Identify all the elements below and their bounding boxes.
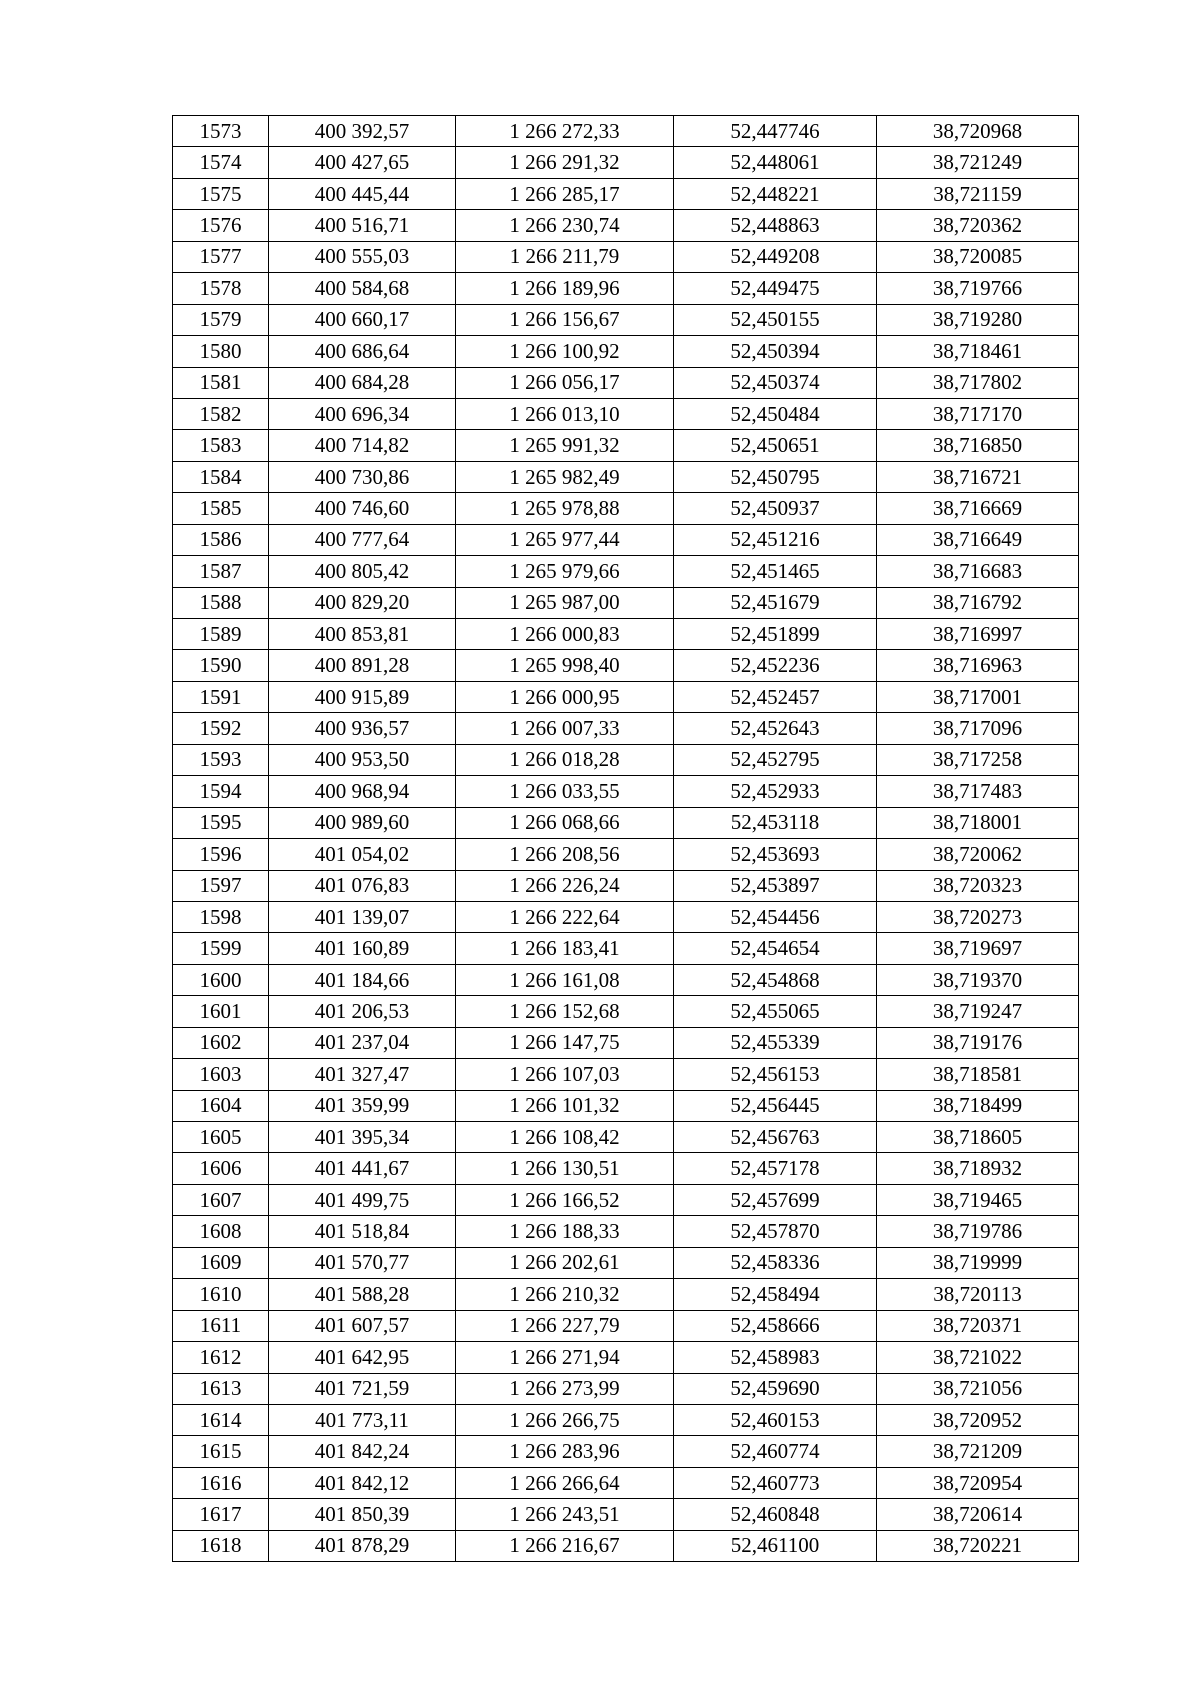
- x-coordinate-cell: 401 642,95: [269, 1342, 456, 1373]
- latitude-cell: 52,447746: [674, 116, 877, 147]
- latitude-cell: 52,460774: [674, 1436, 877, 1467]
- x-coordinate-cell: 400 445,44: [269, 178, 456, 209]
- point-number-cell: 1598: [173, 901, 269, 932]
- longitude-cell: 38,721249: [877, 147, 1079, 178]
- latitude-cell: 52,454456: [674, 901, 877, 932]
- table-row: [173, 964, 1079, 995]
- point-number-cell: 1605: [173, 1122, 269, 1153]
- y-coordinate-cell: 1 266 000,83: [456, 619, 674, 650]
- x-coordinate-cell: 401 359,99: [269, 1090, 456, 1121]
- table-row: [173, 524, 1079, 555]
- latitude-cell: 52,450937: [674, 493, 877, 524]
- point-number-cell: 1597: [173, 870, 269, 901]
- x-coordinate-cell: 400 989,60: [269, 807, 456, 838]
- coordinates-table-body: [173, 116, 1079, 1562]
- point-number-cell: 1582: [173, 398, 269, 429]
- latitude-cell: 52,448863: [674, 210, 877, 241]
- y-coordinate-cell: 1 266 266,64: [456, 1467, 674, 1498]
- point-number-cell: 1602: [173, 1027, 269, 1058]
- y-coordinate-cell: 1 265 982,49: [456, 461, 674, 492]
- y-coordinate-cell: 1 265 979,66: [456, 556, 674, 587]
- point-number-cell: 1586: [173, 524, 269, 555]
- longitude-cell: 38,716997: [877, 619, 1079, 650]
- longitude-cell: 38,716963: [877, 650, 1079, 681]
- table-row: [173, 116, 1079, 147]
- point-number-cell: 1584: [173, 461, 269, 492]
- point-number-cell: 1603: [173, 1059, 269, 1090]
- x-coordinate-cell: 401 842,24: [269, 1436, 456, 1467]
- point-number-cell: 1594: [173, 776, 269, 807]
- y-coordinate-cell: 1 266 230,74: [456, 210, 674, 241]
- latitude-cell: 52,450484: [674, 398, 877, 429]
- longitude-cell: 38,719999: [877, 1247, 1079, 1278]
- longitude-cell: 38,720085: [877, 241, 1079, 272]
- x-coordinate-cell: 401 184,66: [269, 964, 456, 995]
- point-number-cell: 1592: [173, 713, 269, 744]
- longitude-cell: 38,716721: [877, 461, 1079, 492]
- y-coordinate-cell: 1 266 271,94: [456, 1342, 674, 1373]
- y-coordinate-cell: 1 265 987,00: [456, 587, 674, 618]
- table-row: [173, 210, 1079, 241]
- latitude-cell: 52,450155: [674, 304, 877, 335]
- y-coordinate-cell: 1 266 156,67: [456, 304, 674, 335]
- latitude-cell: 52,458983: [674, 1342, 877, 1373]
- point-number-cell: 1587: [173, 556, 269, 587]
- table-row: [173, 430, 1079, 461]
- longitude-cell: 38,719176: [877, 1027, 1079, 1058]
- table-row: [173, 776, 1079, 807]
- table-row: [173, 398, 1079, 429]
- point-number-cell: 1578: [173, 273, 269, 304]
- y-coordinate-cell: 1 266 183,41: [456, 933, 674, 964]
- x-coordinate-cell: 401 570,77: [269, 1247, 456, 1278]
- table-row: [173, 1373, 1079, 1404]
- longitude-cell: 38,716669: [877, 493, 1079, 524]
- y-coordinate-cell: 1 266 013,10: [456, 398, 674, 429]
- y-coordinate-cell: 1 266 243,51: [456, 1499, 674, 1530]
- point-number-cell: 1575: [173, 178, 269, 209]
- y-coordinate-cell: 1 266 107,03: [456, 1059, 674, 1090]
- longitude-cell: 38,720113: [877, 1279, 1079, 1310]
- x-coordinate-cell: 400 696,34: [269, 398, 456, 429]
- point-number-cell: 1595: [173, 807, 269, 838]
- table-row: [173, 870, 1079, 901]
- longitude-cell: 38,718001: [877, 807, 1079, 838]
- latitude-cell: 52,450651: [674, 430, 877, 461]
- longitude-cell: 38,716792: [877, 587, 1079, 618]
- latitude-cell: 52,456763: [674, 1122, 877, 1153]
- point-number-cell: 1589: [173, 619, 269, 650]
- latitude-cell: 52,452457: [674, 681, 877, 712]
- latitude-cell: 52,456445: [674, 1090, 877, 1121]
- y-coordinate-cell: 1 266 216,67: [456, 1530, 674, 1561]
- y-coordinate-cell: 1 266 202,61: [456, 1247, 674, 1278]
- point-number-cell: 1593: [173, 744, 269, 775]
- point-number-cell: 1583: [173, 430, 269, 461]
- table-row: [173, 807, 1079, 838]
- x-coordinate-cell: 400 584,68: [269, 273, 456, 304]
- y-coordinate-cell: 1 266 273,99: [456, 1373, 674, 1404]
- table-row: [173, 619, 1079, 650]
- y-coordinate-cell: 1 266 100,92: [456, 336, 674, 367]
- longitude-cell: 38,720968: [877, 116, 1079, 147]
- latitude-cell: 52,457178: [674, 1153, 877, 1184]
- latitude-cell: 52,451679: [674, 587, 877, 618]
- y-coordinate-cell: 1 266 108,42: [456, 1122, 674, 1153]
- longitude-cell: 38,717802: [877, 367, 1079, 398]
- x-coordinate-cell: 400 746,60: [269, 493, 456, 524]
- point-number-cell: 1614: [173, 1404, 269, 1435]
- x-coordinate-cell: 401 139,07: [269, 901, 456, 932]
- y-coordinate-cell: 1 266 000,95: [456, 681, 674, 712]
- x-coordinate-cell: 401 441,67: [269, 1153, 456, 1184]
- longitude-cell: 38,716649: [877, 524, 1079, 555]
- y-coordinate-cell: 1 266 101,32: [456, 1090, 674, 1121]
- longitude-cell: 38,718581: [877, 1059, 1079, 1090]
- table-row: [173, 1404, 1079, 1435]
- y-coordinate-cell: 1 266 147,75: [456, 1027, 674, 1058]
- longitude-cell: 38,720954: [877, 1467, 1079, 1498]
- y-coordinate-cell: 1 266 152,68: [456, 996, 674, 1027]
- x-coordinate-cell: 400 660,17: [269, 304, 456, 335]
- longitude-cell: 38,717170: [877, 398, 1079, 429]
- table-row: [173, 1153, 1079, 1184]
- latitude-cell: 52,451216: [674, 524, 877, 555]
- latitude-cell: 52,449475: [674, 273, 877, 304]
- y-coordinate-cell: 1 265 991,32: [456, 430, 674, 461]
- longitude-cell: 38,721022: [877, 1342, 1079, 1373]
- x-coordinate-cell: 401 395,34: [269, 1122, 456, 1153]
- y-coordinate-cell: 1 266 210,32: [456, 1279, 674, 1310]
- x-coordinate-cell: 400 829,20: [269, 587, 456, 618]
- latitude-cell: 52,448061: [674, 147, 877, 178]
- table-row: [173, 901, 1079, 932]
- latitude-cell: 52,459690: [674, 1373, 877, 1404]
- x-coordinate-cell: 400 777,64: [269, 524, 456, 555]
- longitude-cell: 38,719766: [877, 273, 1079, 304]
- y-coordinate-cell: 1 266 226,24: [456, 870, 674, 901]
- point-number-cell: 1579: [173, 304, 269, 335]
- longitude-cell: 38,720221: [877, 1530, 1079, 1561]
- x-coordinate-cell: 401 607,57: [269, 1310, 456, 1341]
- latitude-cell: 52,458494: [674, 1279, 877, 1310]
- x-coordinate-cell: 400 891,28: [269, 650, 456, 681]
- latitude-cell: 52,452236: [674, 650, 877, 681]
- y-coordinate-cell: 1 265 998,40: [456, 650, 674, 681]
- table-row: [173, 1090, 1079, 1121]
- x-coordinate-cell: 401 878,29: [269, 1530, 456, 1561]
- table-row: [173, 681, 1079, 712]
- table-row: [173, 241, 1079, 272]
- x-coordinate-cell: 401 237,04: [269, 1027, 456, 1058]
- point-number-cell: 1606: [173, 1153, 269, 1184]
- point-number-cell: 1576: [173, 210, 269, 241]
- y-coordinate-cell: 1 266 189,96: [456, 273, 674, 304]
- y-coordinate-cell: 1 266 266,75: [456, 1404, 674, 1435]
- table-row: [173, 556, 1079, 587]
- y-coordinate-cell: 1 266 291,32: [456, 147, 674, 178]
- point-number-cell: 1600: [173, 964, 269, 995]
- latitude-cell: 52,450394: [674, 336, 877, 367]
- table-row: [173, 839, 1079, 870]
- latitude-cell: 52,454654: [674, 933, 877, 964]
- longitude-cell: 38,717096: [877, 713, 1079, 744]
- longitude-cell: 38,720062: [877, 839, 1079, 870]
- x-coordinate-cell: 401 054,02: [269, 839, 456, 870]
- x-coordinate-cell: 401 721,59: [269, 1373, 456, 1404]
- table-row: [173, 1467, 1079, 1498]
- longitude-cell: 38,720362: [877, 210, 1079, 241]
- latitude-cell: 52,454868: [674, 964, 877, 995]
- x-coordinate-cell: 401 499,75: [269, 1184, 456, 1215]
- longitude-cell: 38,719786: [877, 1216, 1079, 1247]
- y-coordinate-cell: 1 266 222,64: [456, 901, 674, 932]
- table-row: [173, 1247, 1079, 1278]
- latitude-cell: 52,450795: [674, 461, 877, 492]
- table-row: [173, 933, 1079, 964]
- point-number-cell: 1596: [173, 839, 269, 870]
- x-coordinate-cell: 400 392,57: [269, 116, 456, 147]
- x-coordinate-cell: 400 805,42: [269, 556, 456, 587]
- point-number-cell: 1585: [173, 493, 269, 524]
- latitude-cell: 52,452933: [674, 776, 877, 807]
- x-coordinate-cell: 400 968,94: [269, 776, 456, 807]
- y-coordinate-cell: 1 266 188,33: [456, 1216, 674, 1247]
- latitude-cell: 52,452643: [674, 713, 877, 744]
- y-coordinate-cell: 1 266 161,08: [456, 964, 674, 995]
- longitude-cell: 38,717001: [877, 681, 1079, 712]
- longitude-cell: 38,720323: [877, 870, 1079, 901]
- point-number-cell: 1615: [173, 1436, 269, 1467]
- table-row: [173, 147, 1079, 178]
- latitude-cell: 52,460773: [674, 1467, 877, 1498]
- coordinates-table: [172, 115, 1079, 1562]
- table-row: [173, 1279, 1079, 1310]
- x-coordinate-cell: 400 686,64: [269, 336, 456, 367]
- table-row: [173, 996, 1079, 1027]
- x-coordinate-cell: 401 842,12: [269, 1467, 456, 1498]
- x-coordinate-cell: 400 555,03: [269, 241, 456, 272]
- point-number-cell: 1610: [173, 1279, 269, 1310]
- x-coordinate-cell: 401 160,89: [269, 933, 456, 964]
- longitude-cell: 38,719247: [877, 996, 1079, 1027]
- point-number-cell: 1599: [173, 933, 269, 964]
- longitude-cell: 38,717258: [877, 744, 1079, 775]
- x-coordinate-cell: 401 206,53: [269, 996, 456, 1027]
- point-number-cell: 1591: [173, 681, 269, 712]
- latitude-cell: 52,457699: [674, 1184, 877, 1215]
- point-number-cell: 1611: [173, 1310, 269, 1341]
- latitude-cell: 52,456153: [674, 1059, 877, 1090]
- latitude-cell: 52,461100: [674, 1530, 877, 1561]
- table-row: [173, 1436, 1079, 1467]
- latitude-cell: 52,455065: [674, 996, 877, 1027]
- table-row: [173, 744, 1079, 775]
- longitude-cell: 38,720273: [877, 901, 1079, 932]
- y-coordinate-cell: 1 266 166,52: [456, 1184, 674, 1215]
- latitude-cell: 52,453118: [674, 807, 877, 838]
- latitude-cell: 52,458336: [674, 1247, 877, 1278]
- point-number-cell: 1577: [173, 241, 269, 272]
- table-row: [173, 1184, 1079, 1215]
- table-row: [173, 367, 1079, 398]
- point-number-cell: 1580: [173, 336, 269, 367]
- y-coordinate-cell: 1 266 285,17: [456, 178, 674, 209]
- point-number-cell: 1601: [173, 996, 269, 1027]
- latitude-cell: 52,450374: [674, 367, 877, 398]
- y-coordinate-cell: 1 266 068,66: [456, 807, 674, 838]
- longitude-cell: 38,721056: [877, 1373, 1079, 1404]
- point-number-cell: 1609: [173, 1247, 269, 1278]
- latitude-cell: 52,453897: [674, 870, 877, 901]
- y-coordinate-cell: 1 266 208,56: [456, 839, 674, 870]
- point-number-cell: 1613: [173, 1373, 269, 1404]
- point-number-cell: 1590: [173, 650, 269, 681]
- x-coordinate-cell: 400 714,82: [269, 430, 456, 461]
- x-coordinate-cell: 401 773,11: [269, 1404, 456, 1435]
- x-coordinate-cell: 401 588,28: [269, 1279, 456, 1310]
- longitude-cell: 38,721209: [877, 1436, 1079, 1467]
- longitude-cell: 38,720952: [877, 1404, 1079, 1435]
- x-coordinate-cell: 401 850,39: [269, 1499, 456, 1530]
- y-coordinate-cell: 1 266 211,79: [456, 241, 674, 272]
- x-coordinate-cell: 401 518,84: [269, 1216, 456, 1247]
- table-row: [173, 650, 1079, 681]
- y-coordinate-cell: 1 266 007,33: [456, 713, 674, 744]
- x-coordinate-cell: 400 936,57: [269, 713, 456, 744]
- table-row: [173, 1122, 1079, 1153]
- y-coordinate-cell: 1 266 018,28: [456, 744, 674, 775]
- point-number-cell: 1617: [173, 1499, 269, 1530]
- latitude-cell: 52,451899: [674, 619, 877, 650]
- x-coordinate-cell: 401 076,83: [269, 870, 456, 901]
- table-row: [173, 493, 1079, 524]
- table-row: [173, 1530, 1079, 1561]
- table-row: [173, 1310, 1079, 1341]
- longitude-cell: 38,719370: [877, 964, 1079, 995]
- longitude-cell: 38,716683: [877, 556, 1079, 587]
- point-number-cell: 1616: [173, 1467, 269, 1498]
- latitude-cell: 52,453693: [674, 839, 877, 870]
- longitude-cell: 38,721159: [877, 178, 1079, 209]
- longitude-cell: 38,718461: [877, 336, 1079, 367]
- table-row: [173, 1499, 1079, 1530]
- point-number-cell: 1607: [173, 1184, 269, 1215]
- table-row: [173, 304, 1079, 335]
- table-row: [173, 587, 1079, 618]
- longitude-cell: 38,720614: [877, 1499, 1079, 1530]
- y-coordinate-cell: 1 265 977,44: [456, 524, 674, 555]
- y-coordinate-cell: 1 266 056,17: [456, 367, 674, 398]
- x-coordinate-cell: 400 684,28: [269, 367, 456, 398]
- longitude-cell: 38,718932: [877, 1153, 1079, 1184]
- point-number-cell: 1573: [173, 116, 269, 147]
- point-number-cell: 1588: [173, 587, 269, 618]
- x-coordinate-cell: 400 853,81: [269, 619, 456, 650]
- latitude-cell: 52,460848: [674, 1499, 877, 1530]
- table-row: [173, 1216, 1079, 1247]
- y-coordinate-cell: 1 266 272,33: [456, 116, 674, 147]
- y-coordinate-cell: 1 266 033,55: [456, 776, 674, 807]
- y-coordinate-cell: 1 265 978,88: [456, 493, 674, 524]
- point-number-cell: 1618: [173, 1530, 269, 1561]
- longitude-cell: 38,720371: [877, 1310, 1079, 1341]
- table-row: [173, 1059, 1079, 1090]
- table-row: [173, 1027, 1079, 1058]
- latitude-cell: 52,452795: [674, 744, 877, 775]
- table-row: [173, 273, 1079, 304]
- table-row: [173, 178, 1079, 209]
- longitude-cell: 38,719697: [877, 933, 1079, 964]
- y-coordinate-cell: 1 266 227,79: [456, 1310, 674, 1341]
- point-number-cell: 1574: [173, 147, 269, 178]
- longitude-cell: 38,717483: [877, 776, 1079, 807]
- longitude-cell: 38,718499: [877, 1090, 1079, 1121]
- latitude-cell: 52,460153: [674, 1404, 877, 1435]
- table-row: [173, 336, 1079, 367]
- table-row: [173, 713, 1079, 744]
- latitude-cell: 52,448221: [674, 178, 877, 209]
- latitude-cell: 52,455339: [674, 1027, 877, 1058]
- latitude-cell: 52,458666: [674, 1310, 877, 1341]
- x-coordinate-cell: 401 327,47: [269, 1059, 456, 1090]
- longitude-cell: 38,719280: [877, 304, 1079, 335]
- x-coordinate-cell: 400 915,89: [269, 681, 456, 712]
- point-number-cell: 1608: [173, 1216, 269, 1247]
- x-coordinate-cell: 400 953,50: [269, 744, 456, 775]
- table-row: [173, 461, 1079, 492]
- longitude-cell: 38,719465: [877, 1184, 1079, 1215]
- table-row: [173, 1342, 1079, 1373]
- longitude-cell: 38,716850: [877, 430, 1079, 461]
- latitude-cell: 52,457870: [674, 1216, 877, 1247]
- y-coordinate-cell: 1 266 130,51: [456, 1153, 674, 1184]
- point-number-cell: 1612: [173, 1342, 269, 1373]
- point-number-cell: 1581: [173, 367, 269, 398]
- x-coordinate-cell: 400 730,86: [269, 461, 456, 492]
- latitude-cell: 52,449208: [674, 241, 877, 272]
- latitude-cell: 52,451465: [674, 556, 877, 587]
- x-coordinate-cell: 400 427,65: [269, 147, 456, 178]
- x-coordinate-cell: 400 516,71: [269, 210, 456, 241]
- y-coordinate-cell: 1 266 283,96: [456, 1436, 674, 1467]
- point-number-cell: 1604: [173, 1090, 269, 1121]
- longitude-cell: 38,718605: [877, 1122, 1079, 1153]
